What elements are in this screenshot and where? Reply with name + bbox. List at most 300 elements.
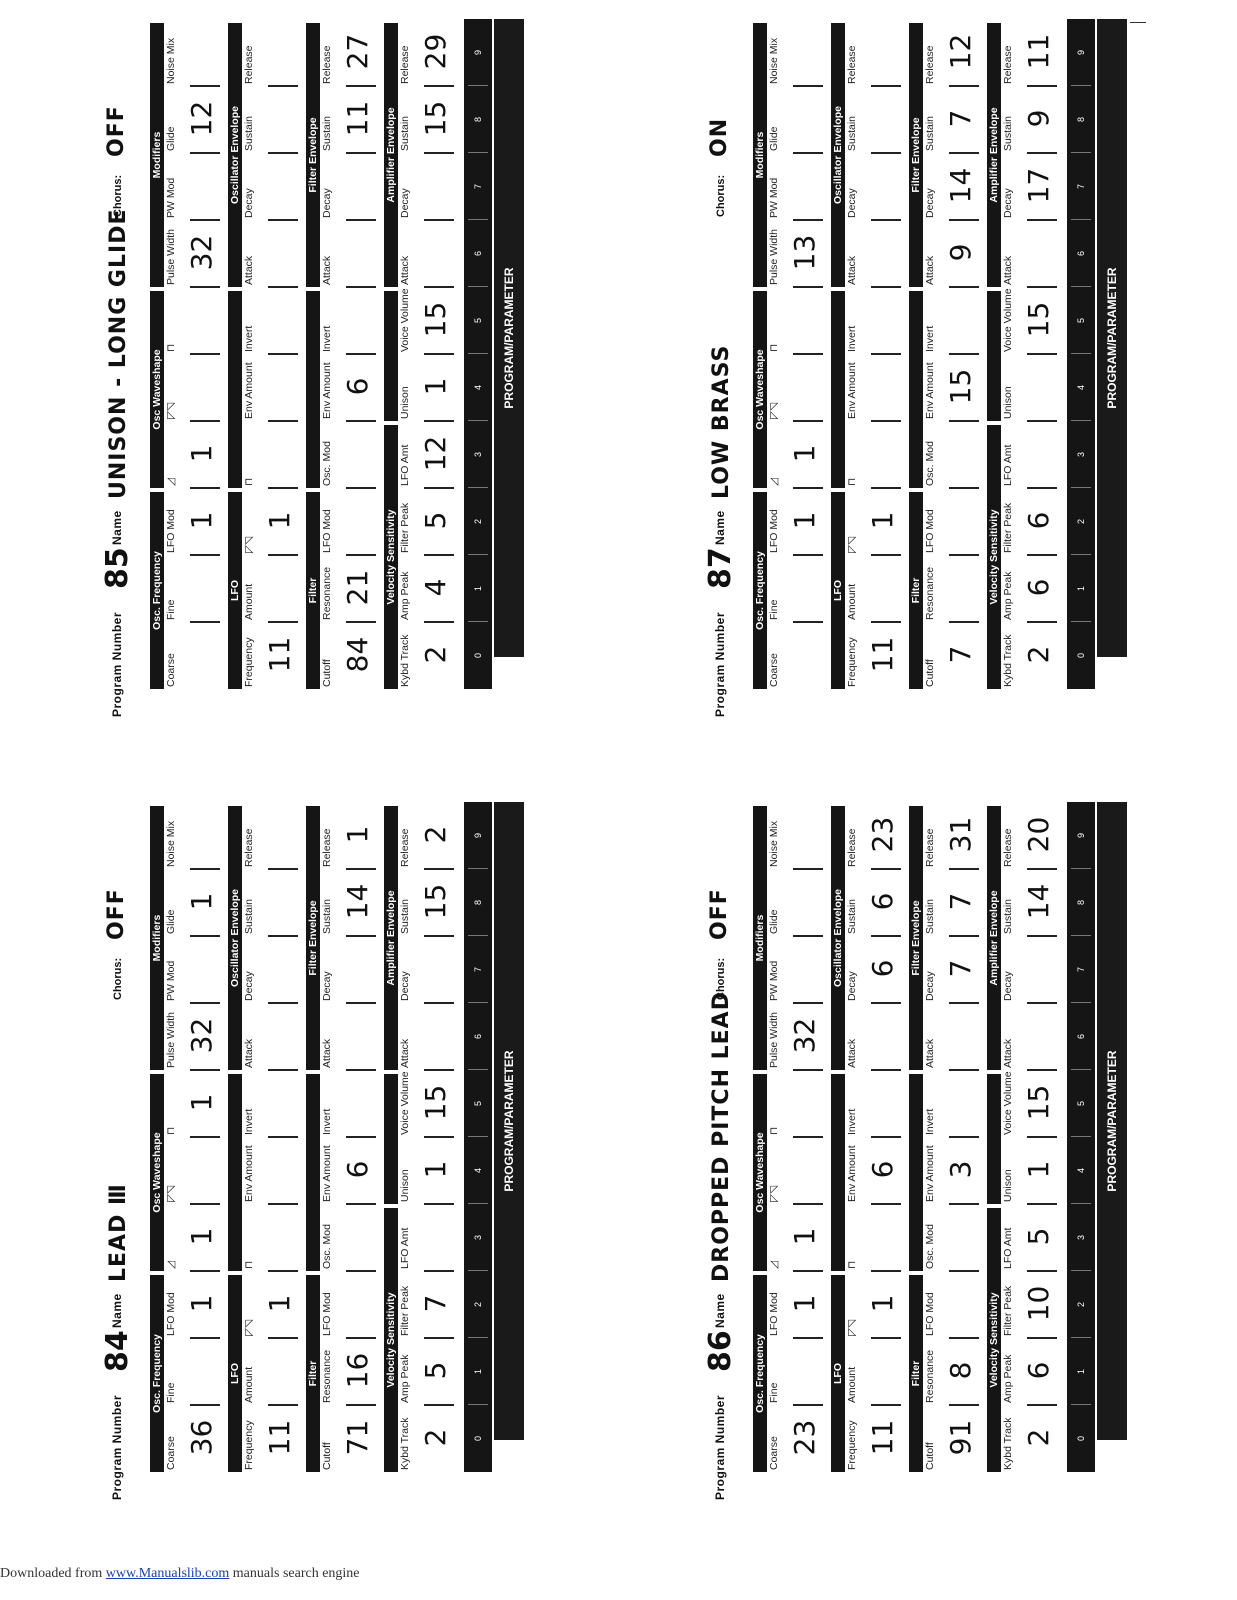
chorus-value: ON bbox=[707, 117, 732, 157]
value-separator bbox=[424, 1337, 454, 1339]
parameter-label: PW Mod bbox=[768, 177, 780, 218]
parameter-value: 7 bbox=[944, 959, 977, 978]
parameter-row bbox=[909, 19, 987, 689]
value-separator bbox=[346, 1069, 376, 1071]
parameter-label: Pulse Width bbox=[768, 1011, 780, 1068]
number-separator bbox=[468, 1203, 488, 1204]
parameter-row bbox=[228, 802, 306, 1472]
parameter-value bbox=[787, 559, 823, 616]
number-separator bbox=[1071, 1002, 1091, 1003]
footer-suffix: manuals search engine bbox=[229, 1566, 360, 1581]
value-separator bbox=[793, 353, 823, 355]
parameter-value: 11 bbox=[263, 636, 296, 673]
parameter-label: Kybd Track bbox=[1002, 634, 1014, 687]
parameter-value bbox=[418, 1007, 454, 1064]
value-separator bbox=[949, 868, 979, 870]
parameter-label: Attack bbox=[321, 1038, 333, 1068]
parameter-label: Sustain bbox=[399, 115, 411, 151]
parameter-label: Fine bbox=[165, 599, 177, 620]
parameter-label: Env Amount bbox=[243, 1145, 255, 1202]
parameter-value: 3 bbox=[944, 1160, 977, 1179]
chorus-value: OFF bbox=[707, 888, 732, 940]
parameter-label: PW Mod bbox=[768, 960, 780, 1001]
parameter-grid bbox=[150, 802, 524, 1472]
parameter-label: Resonance bbox=[321, 1349, 333, 1403]
parameter-value: 4 bbox=[419, 578, 452, 597]
parameter-value bbox=[865, 425, 901, 482]
parameter-label: Sustain bbox=[321, 115, 333, 151]
number-key: 2 bbox=[1076, 1302, 1086, 1308]
parameter-value bbox=[340, 224, 376, 281]
value-separator bbox=[949, 1203, 979, 1205]
number-key: 9 bbox=[1076, 50, 1086, 56]
parameter-row bbox=[306, 802, 384, 1472]
parameter-label: Fine bbox=[768, 1382, 780, 1403]
chorus-label: Chorus: bbox=[112, 174, 124, 217]
value-separator bbox=[346, 621, 376, 623]
number-key: 0 bbox=[473, 1436, 483, 1442]
parameter-value bbox=[943, 425, 979, 482]
value-separator bbox=[346, 353, 376, 355]
value-separator bbox=[793, 286, 823, 288]
parameter-value bbox=[787, 1074, 823, 1131]
number-separator bbox=[1071, 1136, 1091, 1137]
footer-prefix: Downloaded from bbox=[0, 1566, 106, 1581]
group-header: Velocity Sensitivity bbox=[987, 425, 1001, 689]
parameter-label: LFO Mod bbox=[165, 1292, 177, 1336]
sheet-header bbox=[703, 800, 749, 1500]
parameter-label: Osc. Mod bbox=[924, 441, 936, 486]
parameter-label: Pulse Width bbox=[768, 228, 780, 285]
parameter-label: Frequency bbox=[243, 637, 255, 687]
parameter-label: PW Mod bbox=[165, 960, 177, 1001]
parameter-value: 16 bbox=[341, 1352, 374, 1389]
parameter-value: 1 bbox=[263, 1294, 296, 1313]
parameter-value bbox=[340, 157, 376, 214]
program-number-value: 87 bbox=[703, 547, 738, 589]
parameter-value: 20 bbox=[1022, 816, 1055, 853]
parameter-label: ⊓ bbox=[846, 477, 858, 486]
parameter-label: Filter Peak bbox=[399, 1285, 411, 1336]
value-separator bbox=[424, 1270, 454, 1272]
parameter-value: 2 bbox=[419, 1428, 452, 1447]
value-separator bbox=[346, 152, 376, 154]
parameter-label: Decay bbox=[1002, 188, 1014, 218]
parameter-label: Cutoff bbox=[924, 1442, 936, 1470]
parameter-value bbox=[787, 626, 823, 683]
parameter-label: ⊓ bbox=[846, 1260, 858, 1269]
parameter-value: 15 bbox=[1022, 1084, 1055, 1121]
value-separator bbox=[190, 1404, 220, 1406]
parameter-value: 1 bbox=[185, 1093, 218, 1112]
value-separator bbox=[793, 85, 823, 87]
value-separator bbox=[949, 1136, 979, 1138]
value-separator bbox=[268, 621, 298, 623]
parameter-label: Release bbox=[399, 45, 411, 84]
parameter-value bbox=[943, 1074, 979, 1131]
value-separator bbox=[346, 1002, 376, 1004]
parameter-label: Glide bbox=[165, 126, 177, 151]
parameter-label: Sustain bbox=[321, 898, 333, 934]
parameter-label: Attack bbox=[399, 1038, 411, 1068]
program-parameter-bar: PROGRAM/PARAMETER bbox=[494, 19, 524, 657]
value-separator bbox=[871, 1069, 901, 1071]
number-key: 2 bbox=[473, 1302, 483, 1308]
parameter-value bbox=[418, 940, 454, 997]
value-separator bbox=[1027, 554, 1057, 556]
number-key: 4 bbox=[1076, 385, 1086, 391]
parameter-value bbox=[340, 1007, 376, 1064]
parameter-label: Voice Volume bbox=[399, 1071, 411, 1135]
parameter-grid bbox=[150, 19, 524, 689]
value-separator bbox=[793, 1203, 823, 1205]
value-separator bbox=[346, 487, 376, 489]
value-separator bbox=[949, 1069, 979, 1071]
program-sheet-87 bbox=[703, 17, 1119, 717]
parameter-label: Env Amount bbox=[846, 1145, 858, 1202]
parameter-value: 1 bbox=[419, 377, 452, 396]
parameter-label: Noise Mix bbox=[768, 820, 780, 867]
value-separator bbox=[268, 353, 298, 355]
parameter-value: 1 bbox=[185, 1294, 218, 1313]
parameter-value bbox=[262, 291, 298, 348]
parameter-label: Release bbox=[243, 45, 255, 84]
value-separator bbox=[346, 1337, 376, 1339]
value-separator bbox=[793, 868, 823, 870]
parameter-label: Decay bbox=[321, 188, 333, 218]
parameter-row bbox=[150, 802, 228, 1472]
value-separator bbox=[268, 1203, 298, 1205]
parameter-value: 7 bbox=[944, 109, 977, 128]
parameter-value bbox=[340, 1074, 376, 1131]
group-header: Osc. Frequency bbox=[150, 1275, 164, 1472]
parameter-label: Invert bbox=[243, 1108, 255, 1135]
parameter-value: 1 bbox=[788, 511, 821, 530]
value-separator bbox=[268, 868, 298, 870]
parameter-label: Amp Peak bbox=[1002, 571, 1014, 620]
number-key: 1 bbox=[473, 586, 483, 592]
value-separator bbox=[1027, 219, 1057, 221]
chorus-value: OFF bbox=[104, 888, 129, 940]
group-header: LFO bbox=[228, 1275, 242, 1472]
program-name-value: LOW BRASS bbox=[709, 344, 734, 499]
number-key: 0 bbox=[473, 653, 483, 659]
number-separator bbox=[468, 152, 488, 153]
number-separator bbox=[468, 621, 488, 622]
group-header: LFO bbox=[228, 492, 242, 689]
parameter-value bbox=[262, 425, 298, 482]
parameter-label: ◸◹ bbox=[846, 536, 858, 553]
parameter-label: Coarse bbox=[165, 653, 177, 687]
parameter-label: Invert bbox=[846, 1108, 858, 1135]
parameter-value: 5 bbox=[1022, 1227, 1055, 1246]
value-separator bbox=[346, 85, 376, 87]
parameter-value bbox=[184, 806, 220, 863]
parameter-label: LFO Amt bbox=[399, 444, 411, 486]
parameter-value: 6 bbox=[341, 1160, 374, 1179]
parameter-label: Release bbox=[1002, 828, 1014, 867]
number-key: 0 bbox=[1076, 653, 1086, 659]
parameter-label: Resonance bbox=[924, 566, 936, 620]
name-label: Name bbox=[110, 510, 124, 545]
value-separator bbox=[268, 152, 298, 154]
value-separator bbox=[268, 420, 298, 422]
parameter-value bbox=[943, 1275, 979, 1332]
value-separator bbox=[424, 935, 454, 937]
parameter-label: Unison bbox=[399, 1169, 411, 1202]
number-key: 7 bbox=[1076, 184, 1086, 190]
parameter-label: ◸◹ bbox=[243, 536, 255, 553]
parameter-label: Attack bbox=[846, 1038, 858, 1068]
parameter-label: Amount bbox=[243, 583, 255, 620]
parameter-label: Sustain bbox=[1002, 115, 1014, 151]
parameter-label: Decay bbox=[846, 971, 858, 1001]
value-separator bbox=[1027, 1270, 1057, 1272]
parameter-label: ⊓ bbox=[165, 1126, 177, 1135]
parameter-value bbox=[184, 157, 220, 214]
value-separator bbox=[1027, 487, 1057, 489]
parameter-value bbox=[787, 23, 823, 80]
value-separator bbox=[949, 621, 979, 623]
number-key: 1 bbox=[1076, 1369, 1086, 1375]
value-separator bbox=[424, 1136, 454, 1138]
parameter-grid bbox=[753, 802, 1127, 1472]
parameter-value: 15 bbox=[419, 301, 452, 338]
parameter-label: Cutoff bbox=[321, 659, 333, 687]
value-separator bbox=[190, 219, 220, 221]
parameter-label: ◸◹ bbox=[768, 402, 780, 419]
number-separator bbox=[1071, 621, 1091, 622]
chorus-label: Chorus: bbox=[112, 957, 124, 1000]
number-key: 5 bbox=[1076, 318, 1086, 324]
value-separator bbox=[871, 353, 901, 355]
parameter-label: ◸◹ bbox=[768, 1185, 780, 1202]
number-key: 4 bbox=[473, 385, 483, 391]
parameter-label: Kybd Track bbox=[399, 634, 411, 687]
parameter-value: 5 bbox=[419, 1361, 452, 1380]
program-number-value: 84 bbox=[100, 1330, 135, 1372]
parameter-value bbox=[865, 1074, 901, 1131]
value-separator bbox=[424, 85, 454, 87]
group-header: Amplifier Envelope bbox=[384, 806, 398, 1070]
parameter-label: Attack bbox=[924, 255, 936, 285]
parameter-label: Invert bbox=[846, 325, 858, 352]
value-separator bbox=[424, 286, 454, 288]
parameter-value bbox=[787, 940, 823, 997]
parameter-label: Invert bbox=[321, 325, 333, 352]
value-separator bbox=[871, 85, 901, 87]
parameter-label: Unison bbox=[1002, 386, 1014, 419]
number-key: 4 bbox=[473, 1168, 483, 1174]
parameter-label: Decay bbox=[924, 188, 936, 218]
value-separator bbox=[424, 1069, 454, 1071]
value-separator bbox=[190, 935, 220, 937]
value-separator bbox=[871, 554, 901, 556]
parameter-label: Decay bbox=[399, 971, 411, 1001]
parameter-value bbox=[943, 1208, 979, 1265]
parameter-value bbox=[787, 1141, 823, 1198]
value-separator bbox=[346, 554, 376, 556]
number-separator bbox=[1071, 1069, 1091, 1070]
group-header: Filter bbox=[306, 1275, 320, 1472]
value-separator bbox=[949, 420, 979, 422]
number-separator bbox=[468, 420, 488, 421]
number-separator bbox=[468, 1002, 488, 1003]
value-separator bbox=[871, 487, 901, 489]
program-parameter-bar: PROGRAM/PARAMETER bbox=[1097, 19, 1127, 657]
value-separator bbox=[1027, 152, 1057, 154]
number-key: 7 bbox=[473, 967, 483, 973]
number-key: 7 bbox=[1076, 967, 1086, 973]
number-key: 1 bbox=[1076, 586, 1086, 592]
value-separator bbox=[871, 286, 901, 288]
parameter-label: Filter Peak bbox=[1002, 1285, 1014, 1336]
value-separator bbox=[190, 85, 220, 87]
parameter-label: Glide bbox=[165, 909, 177, 934]
group-header: Oscillator Envelope bbox=[228, 806, 242, 1070]
value-separator bbox=[949, 1002, 979, 1004]
value-separator bbox=[793, 1270, 823, 1272]
parameter-value: 13 bbox=[788, 234, 821, 271]
parameter-value bbox=[943, 559, 979, 616]
parameter-value: 1 bbox=[419, 1160, 452, 1179]
parameter-value bbox=[262, 90, 298, 147]
parameter-label: Kybd Track bbox=[1002, 1417, 1014, 1470]
parameter-value: 9 bbox=[1022, 109, 1055, 128]
value-separator bbox=[949, 935, 979, 937]
parameter-label: Resonance bbox=[321, 566, 333, 620]
parameter-label: Osc. Mod bbox=[321, 1224, 333, 1269]
parameter-label: Release bbox=[846, 828, 858, 867]
parameter-label: Resonance bbox=[924, 1349, 936, 1403]
parameter-value: 5 bbox=[419, 511, 452, 530]
number-separator bbox=[1071, 420, 1091, 421]
parameter-value: 15 bbox=[419, 1084, 452, 1121]
parameter-label: ◿ bbox=[165, 1260, 177, 1269]
parameter-row bbox=[228, 19, 306, 689]
sheet-header bbox=[100, 800, 146, 1500]
value-separator bbox=[190, 1069, 220, 1071]
value-separator bbox=[871, 868, 901, 870]
parameter-label: Env Amount bbox=[924, 1145, 936, 1202]
parameter-value: 1 bbox=[185, 1227, 218, 1246]
number-key: 8 bbox=[1076, 117, 1086, 123]
value-separator bbox=[424, 353, 454, 355]
number-separator bbox=[1071, 85, 1091, 86]
number-separator bbox=[1071, 868, 1091, 869]
parameter-value: 1 bbox=[185, 892, 218, 911]
parameter-grid bbox=[753, 19, 1127, 689]
parameter-label: Release bbox=[321, 828, 333, 867]
value-separator bbox=[793, 554, 823, 556]
manualslib-link[interactable]: www.Manualslib.com bbox=[105, 1566, 230, 1581]
parameter-label: Sustain bbox=[846, 115, 858, 151]
parameter-value bbox=[865, 224, 901, 281]
parameter-value bbox=[262, 806, 298, 863]
parameter-label: Amount bbox=[846, 583, 858, 620]
number-key: 9 bbox=[1076, 833, 1086, 839]
parameter-label: Amp Peak bbox=[399, 1354, 411, 1403]
value-separator bbox=[871, 621, 901, 623]
group-header: Oscillator Envelope bbox=[831, 806, 845, 1070]
value-separator bbox=[268, 935, 298, 937]
parameter-value: 15 bbox=[419, 883, 452, 920]
value-separator bbox=[190, 286, 220, 288]
number-key: 5 bbox=[473, 1101, 483, 1107]
parameter-value bbox=[1021, 358, 1057, 415]
parameter-label: Attack bbox=[1002, 255, 1014, 285]
program-parameter-bar: PROGRAM/PARAMETER bbox=[494, 802, 524, 1440]
chorus-value: OFF bbox=[104, 105, 129, 157]
parameter-value: 12 bbox=[944, 33, 977, 70]
parameter-value bbox=[262, 224, 298, 281]
parameter-value: 1 bbox=[185, 444, 218, 463]
parameter-label: Unison bbox=[1002, 1169, 1014, 1202]
parameter-value bbox=[865, 358, 901, 415]
parameter-row bbox=[987, 802, 1065, 1472]
value-separator bbox=[949, 554, 979, 556]
value-separator bbox=[424, 1203, 454, 1205]
parameter-value bbox=[262, 559, 298, 616]
group-header: Osc. Frequency bbox=[753, 492, 767, 689]
value-separator bbox=[949, 1337, 979, 1339]
name-label: Name bbox=[713, 1293, 727, 1328]
group-header: Osc. Frequency bbox=[753, 1275, 767, 1472]
parameter-value bbox=[865, 1007, 901, 1064]
parameter-row bbox=[831, 802, 909, 1472]
parameter-value bbox=[340, 291, 376, 348]
value-separator bbox=[190, 1337, 220, 1339]
parameter-value bbox=[340, 1275, 376, 1332]
value-separator bbox=[190, 621, 220, 623]
parameter-value: 11 bbox=[263, 1419, 296, 1456]
parameter-value bbox=[262, 23, 298, 80]
parameter-label: Env Amount bbox=[321, 362, 333, 419]
number-key: 3 bbox=[1076, 452, 1086, 458]
value-separator bbox=[424, 219, 454, 221]
value-separator bbox=[1027, 1404, 1057, 1406]
parameter-value: 1 bbox=[1022, 1160, 1055, 1179]
value-separator bbox=[190, 1203, 220, 1205]
parameter-value bbox=[787, 806, 823, 863]
parameter-value: 1 bbox=[866, 511, 899, 530]
chorus-label: Chorus: bbox=[715, 174, 727, 217]
parameter-label: Amp Peak bbox=[399, 571, 411, 620]
parameter-value bbox=[184, 1342, 220, 1399]
number-separator bbox=[468, 85, 488, 86]
name-label: Name bbox=[110, 1293, 124, 1328]
value-separator bbox=[793, 1337, 823, 1339]
parameter-label: Sustain bbox=[243, 115, 255, 151]
value-separator bbox=[1027, 935, 1057, 937]
parameter-label: ◿ bbox=[165, 477, 177, 486]
parameter-label: LFO Amt bbox=[1002, 1227, 1014, 1269]
parameter-label: Invert bbox=[924, 325, 936, 352]
parameter-label: Attack bbox=[399, 255, 411, 285]
sheet-header bbox=[100, 17, 146, 717]
value-separator bbox=[190, 868, 220, 870]
parameter-label: Decay bbox=[924, 971, 936, 1001]
group-header: Filter bbox=[909, 1275, 923, 1472]
group-header: Modifiers bbox=[753, 23, 767, 287]
number-key: 2 bbox=[1076, 519, 1086, 525]
value-separator bbox=[346, 219, 376, 221]
parameter-label: Sustain bbox=[924, 115, 936, 151]
value-separator bbox=[268, 1136, 298, 1138]
parameter-label: Frequency bbox=[846, 637, 858, 687]
value-separator bbox=[190, 152, 220, 154]
group-header: LFO bbox=[831, 492, 845, 689]
